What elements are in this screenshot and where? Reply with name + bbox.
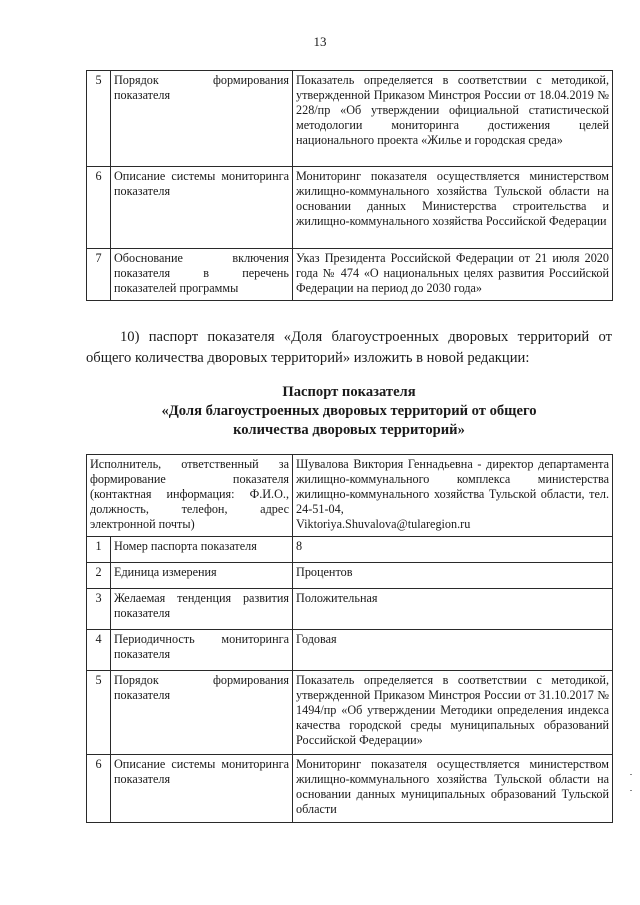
table-row [87,589,613,630]
bottom-passport-table [86,454,613,823]
row-label: Единица измерения [111,563,293,589]
passport-heading-line: Паспорт показателя [282,384,416,400]
executor-row [87,455,613,537]
row-label: Описание системы мониторинга показателя [111,755,293,823]
margin-mark [630,774,632,775]
row-number: 6 [87,755,111,823]
row-number: 5 [87,671,111,755]
page-number: 13 [313,34,327,49]
row-value: Процентов [293,563,613,589]
row-value: 8 [293,537,613,563]
row-label: Желаемая тенденция развития показателя [111,589,293,630]
table-row [87,671,613,755]
row-number: 2 [87,563,111,589]
row-number: 5 [87,71,111,167]
row-number: 4 [87,630,111,671]
row-label: Обоснование включения показателя в перечень показателей программы [111,249,293,301]
row-number: 6 [87,167,111,249]
row-value: Годовая [293,630,613,671]
table-row [87,167,613,249]
row-value: Мониторинг показателя осуществляется министерством жилищно-коммунального хозяйства Тульской области на основании данных муниципальных образований Тульской области [293,755,613,823]
row-label: Периодичность мониторинга показателя [111,630,293,671]
row-label: Номер паспорта показателя [111,537,293,563]
row-value: Положительная [293,589,613,630]
table-row [87,755,613,823]
executor-label: Исполнитель, ответственный за формирование показателя (контактная информация: Ф.И.О., должность, телефон, адрес электронной почты) [87,455,293,537]
amendment-paragraph: 10) паспорт показателя «Доля благоустроенных дворовых территорий от общего количества дворовых территорий» изложить в новой редакции: [86,329,612,366]
row-value: Мониторинг показателя осуществляется министерством жилищно-коммунального хозяйства Тульской области на основании данных Министерства строительства и жилищно-коммунального хозяйства Российской Федерации [293,167,613,249]
executor-value [293,455,613,537]
executor-email: Viktoriya.Shuvalova@tularegion.ru [296,517,471,531]
row-value: Показатель определяется в соответствии с методикой, утвержденной Приказом Минстроя России от 18.04.2019 № 228/пр «Об утверждении официальной статистической методологии мониторинга достижения целей национального проекта «Жилье и городская среда» [293,71,613,167]
row-value: Указ Президента Российской Федерации от 21 июля 2020 года № 474 «О национальных целях развития Российской Федерации на период до 2030 года» [293,249,613,301]
table-row [87,563,613,589]
row-label: Порядок формирования показателя [111,671,293,755]
passport-heading-line: количества дворовых территорий» [233,422,465,438]
row-number: 3 [87,589,111,630]
row-value: Показатель определяется в соответствии с методикой, утвержденной Приказом Минстроя России от 31.10.2017 № 1494/пр «Об утверждении Методики определения индекса качества городской среды муниципальных образований Российской Федерации» [293,671,613,755]
row-label: Порядок формирования показателя [111,71,293,167]
table-row [87,537,613,563]
table-row [87,71,613,167]
executor-contact: Шувалова Виктория Геннадьевна - директор департамента жилищно-коммунального комплекса министерства жилищно-коммунального хозяйства Тульской области, тел. 24-51-04, [296,457,610,516]
passport-heading [86,383,612,440]
passport-heading-line: «Доля благоустроенных дворовых территорий от общего [161,403,537,419]
row-number: 1 [87,537,111,563]
row-number: 7 [87,249,111,301]
margin-mark [630,790,632,791]
top-passport-table [86,70,613,301]
table-row [87,249,613,301]
table-row [87,630,613,671]
row-label: Описание системы мониторинга показателя [111,167,293,249]
